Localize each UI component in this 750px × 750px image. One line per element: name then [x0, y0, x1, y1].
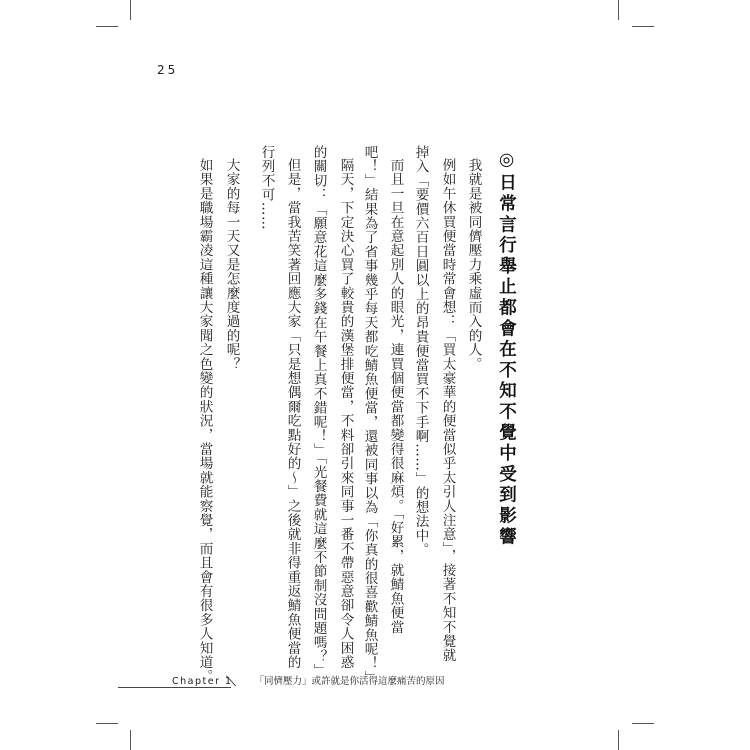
running-footer [172, 673, 445, 687]
body-line: 隔天，下定決心買了較貴的漢堡排便當，不料卻引來同事一番不帶惡意卻令人困惑 [337, 158, 354, 670]
body-line: 但是，當我苦笑著回應大家「只是想偶爾吃點好的～」之後就非得重返鯖魚便當的 [284, 158, 301, 670]
body-line: 吧！」結果為了省事幾乎每天都吃鯖魚便當，還被同事以為「你真的很喜歡鯖魚呢！」 [361, 145, 378, 685]
crop-mark [96, 26, 118, 27]
footer-chapter: Chapter 1 [172, 676, 233, 687]
body-line: 掉入「要價六百日圓以上的昂貴便當買不下手啊……」的想法中。 [412, 145, 429, 557]
crop-mark [632, 26, 654, 27]
footer-title: 「同儕壓力」或許就是你活得這麼痛苦的原因 [254, 676, 445, 687]
crop-mark [130, 730, 131, 750]
crop-mark [130, 0, 131, 20]
crop-mark [618, 730, 619, 750]
body-line: 我就是被同儕壓力乘虛而入的人。 [465, 158, 482, 371]
crop-mark [632, 723, 654, 724]
section-heading: ◎日常言行舉止都會在不知不覺中受到影響 [496, 150, 517, 548]
body-line: 行列不可…… [258, 145, 275, 231]
page-number: 25 [157, 63, 179, 77]
body-line: 而且一旦在意起別人的眼光，連買個便當都變得很麻煩。「好累，就鯖魚便當 [387, 158, 404, 634]
footer-rule [118, 687, 231, 688]
body-line: 大家的每一天又是怎麼度過的呢？ [223, 158, 240, 371]
body-line: 的關切：「願意花這麼多錢在午餐上真不錯呢！」「光餐費就這麼不節制沒問題嗎？」 [310, 145, 327, 678]
crop-mark [618, 0, 619, 20]
crop-mark [96, 723, 118, 724]
body-line: 例如午休買便當時常會想：「買太豪華的便當似乎太引人注意」，接著不知不覺就 [439, 158, 456, 663]
body-line: 如果是職場霸凌這種讓大家聞之色變的狀況，當場就能察覺，而且會有很多人知道。 [196, 158, 213, 684]
